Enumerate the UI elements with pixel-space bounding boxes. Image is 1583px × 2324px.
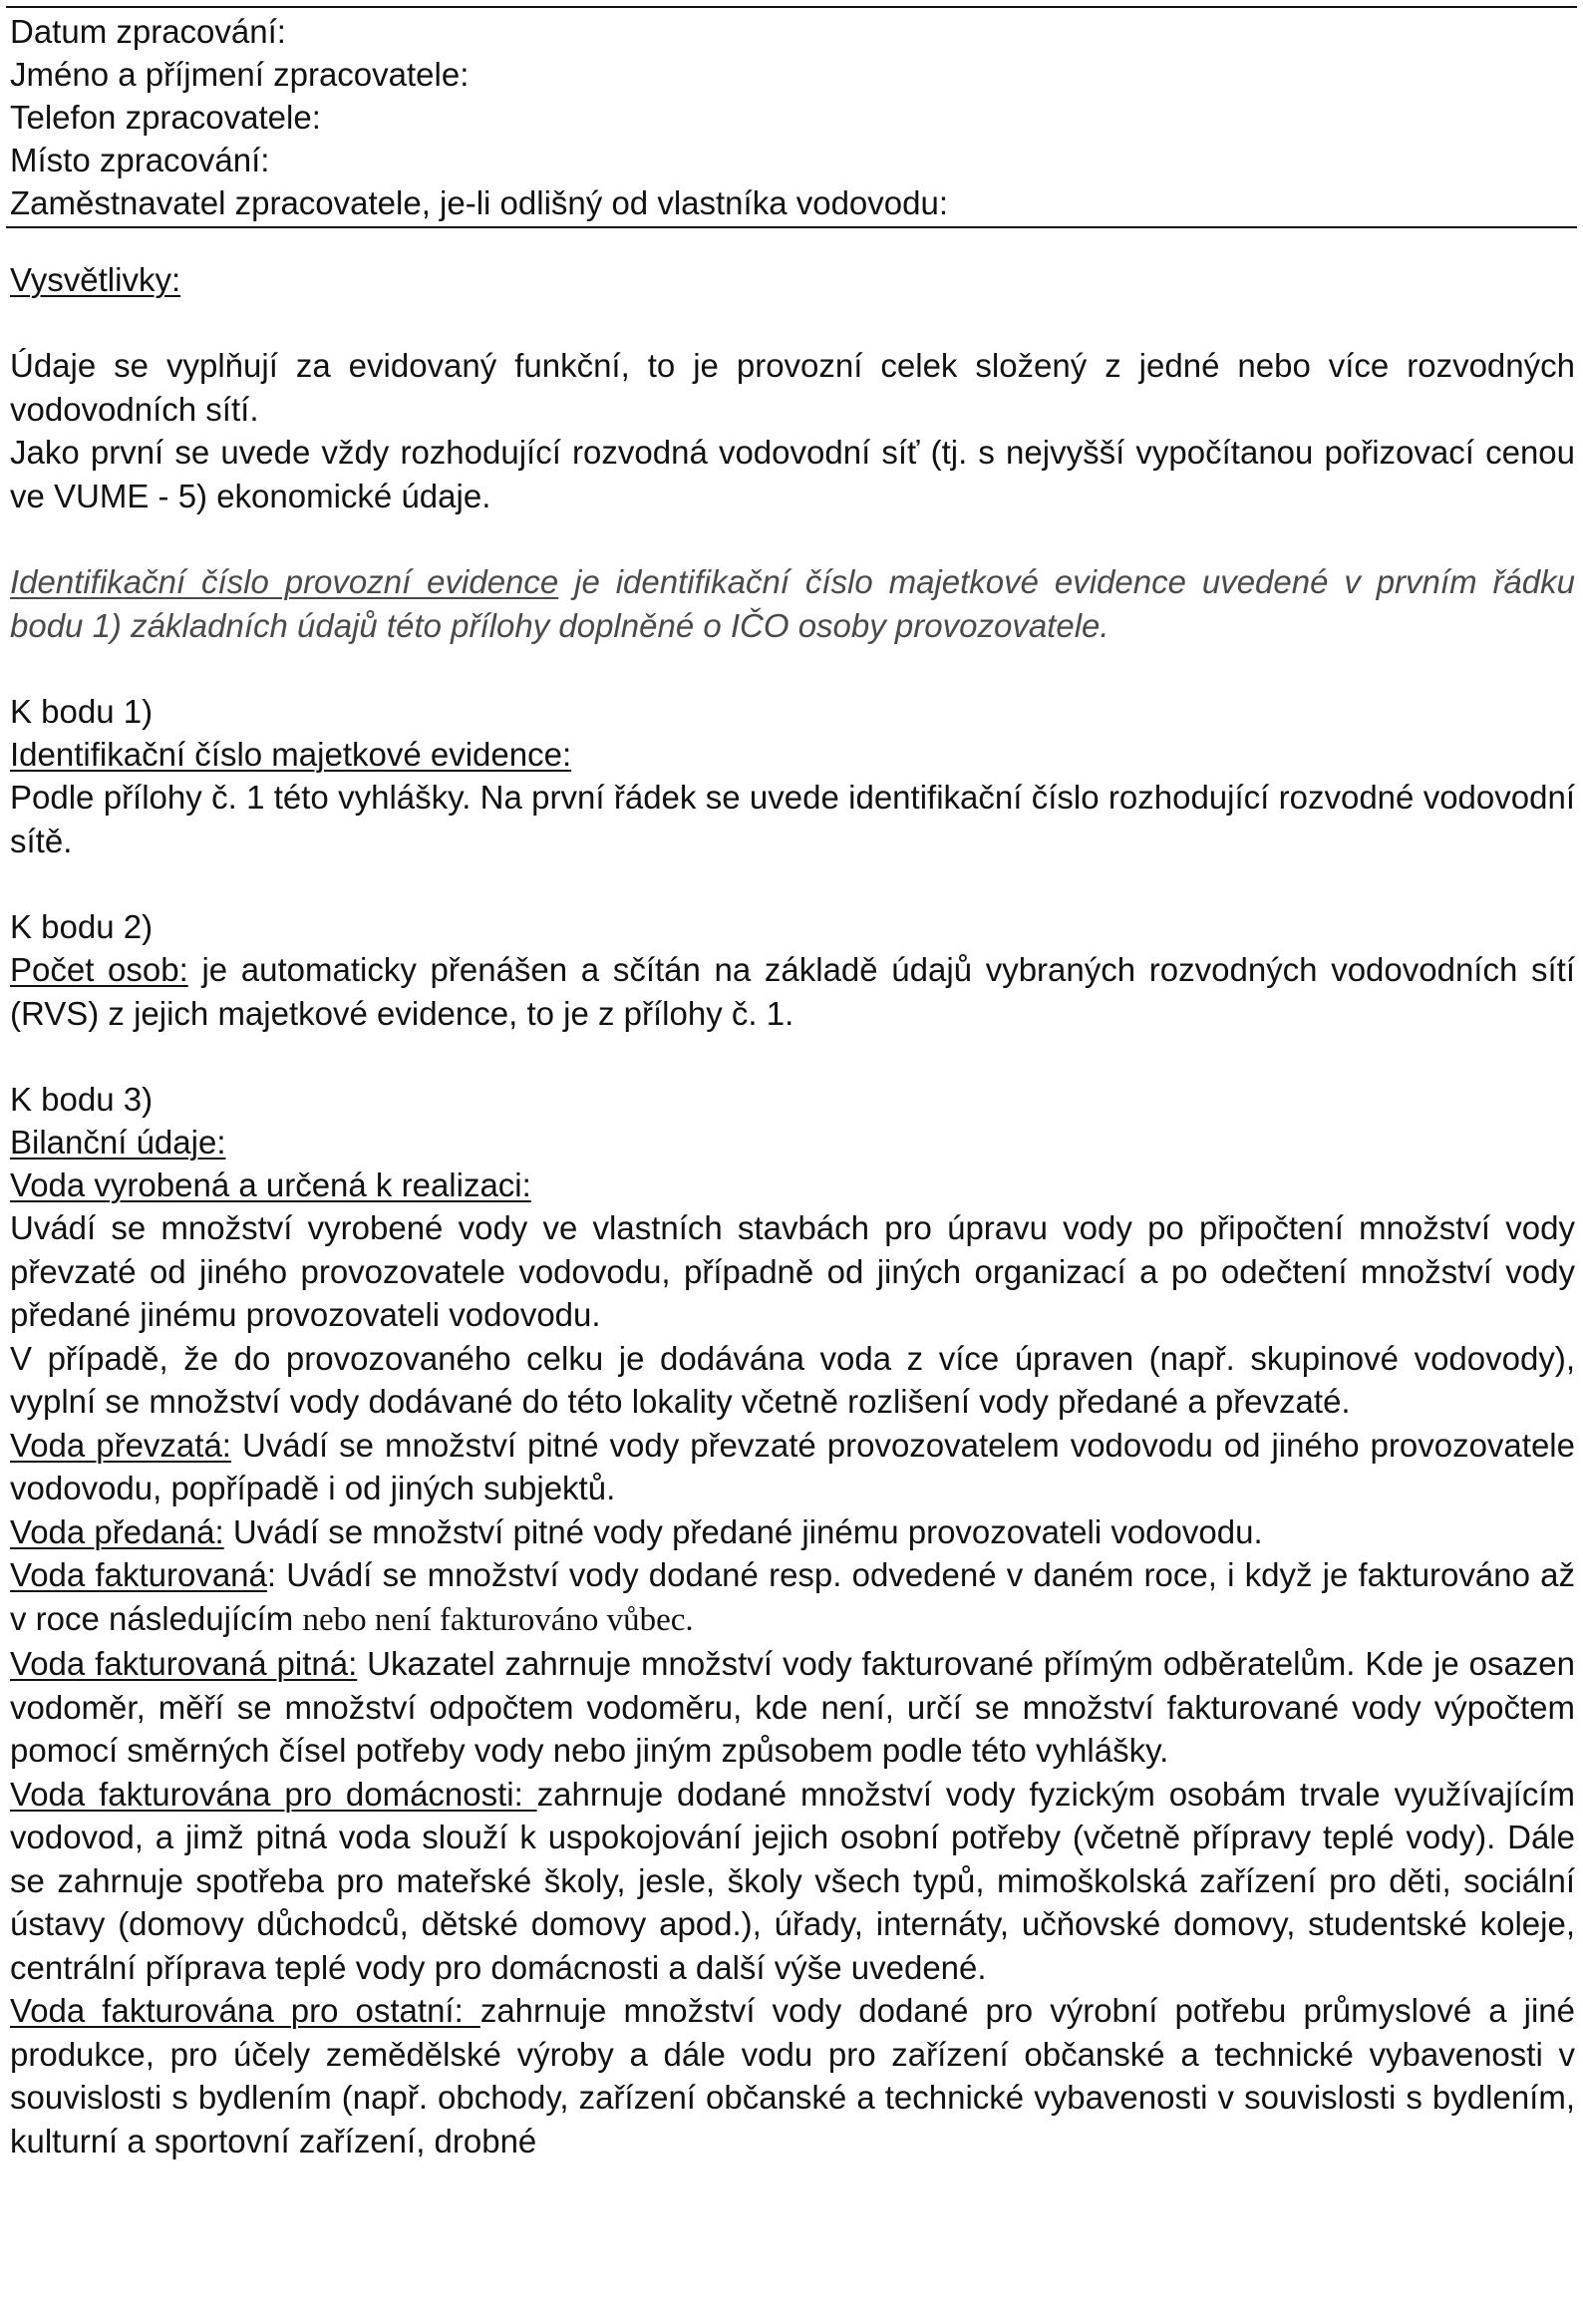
handed-water-text: Uvádí se množství pitné vody předané jinému provozovateli vodovodu. xyxy=(223,1512,1263,1550)
handed-water-term: Voda předaná: xyxy=(10,1512,224,1550)
household-water-paragraph xyxy=(10,1773,1575,1990)
produced-water-term: Voda vyrobená a určená k realizaci: xyxy=(10,1166,531,1203)
explanations-intro-2: Jako první se uvede vždy rozhodující rozvodná vodovodní síť (tj. s nejvyšší vypočítanou pořizovací cenou ve VUME - 5) ekonomické údaje. xyxy=(10,434,1575,514)
point-2-label: K bodu 2) xyxy=(10,908,154,945)
explanations-heading: Vysvětlivky: xyxy=(10,261,181,298)
field-processing-date: Datum zpracování: xyxy=(10,13,286,50)
potable-water-term: Voda fakturovaná pitná: xyxy=(10,1645,358,1682)
operational-id-text: je identifikační číslo majetkové evidence uvedené v prvním řádku bodu 1) základních údajů této přílohy doplněné o IČO osoby provozovatele. xyxy=(10,563,1575,644)
point-1-term: Identifikační číslo majetkové evidence: xyxy=(10,736,572,773)
other-water-term: Voda fakturována pro ostatní: xyxy=(10,1992,480,2029)
invoiced-water-paragraph xyxy=(10,1553,1575,1642)
invoiced-water-text: : Uvádí se množství vody dodané resp. odvedené v daném roce, i když je fakturováno až v roce následujícím xyxy=(10,1556,1575,1637)
point-3-label: K bodu 3) xyxy=(10,1081,154,1118)
produced-water-text-1: Uvádí se množství vyrobené vody ve vlastních stavbách pro úpravu vody po připočtení množství vody převzaté od jiného provozovatele vodovodu, případně od jiných organizací a po odečtení množství vody předané jinému provozovateli vodovodu. xyxy=(10,1209,1575,1333)
field-processor-name: Jméno a příjmení zpracovatele: xyxy=(10,56,470,93)
field-processor-phone: Telefon zpracovatele: xyxy=(10,99,321,136)
point-1-text: Podle přílohy č. 1 této vyhlášky. Na první řádek se uvede identifikační číslo rozhodující rozvodné vodovodní sítě. xyxy=(10,779,1575,859)
operational-id-term: Identifikační číslo provozní evidence xyxy=(10,563,559,600)
other-water-text: zahrnuje množství vody dodané pro výrobní potřebu průmyslové a jiné produkce, pro účely zemědělské výroby a dále vodu pro zařízení občanské a technické vybavenosti v souvislosti s bydlením (např. obchody, zařízení občanské a technické vybavenosti v souvislosti s bydlením, kulturní a sportovní zařízení, drobné xyxy=(10,1992,1575,2159)
other-water-paragraph xyxy=(10,1989,1575,2162)
point-2-text: je automaticky přenášen a sčítán na základě údajů vybraných rozvodných vodovodních sítí (RVS) z jejich majetkové evidence, to je z přílohy č. 1. xyxy=(10,951,1575,1032)
operational-id-paragraph xyxy=(10,560,1575,647)
taken-water-text: Uvádí se množství pitné vody převzaté provozovatelem vodovodu od jiného provozovatele vodovodu, popřípadě i od jiných subjektů. xyxy=(10,1426,1575,1506)
potable-water-paragraph xyxy=(10,1642,1575,1773)
handed-water-paragraph xyxy=(10,1510,1575,1554)
household-water-text: zahrnuje dodané množství vody fyzickým osobám trvale využívajícím vodovod, a jimž pitná voda slouží k uspokojování jejich osobní potřeby (včetně přípravy teplé vody). Dále se zahrnuje spotřeba pro mateřské školy, jesle, školy všech typů, mimoškolská zařízení pro děti, sociální ústavy (domovy důchodců, dětské domovy apod.), úřady, internáty, učňovské domovy, studentské koleje, centrální příprava teplé vody pro domácnosti a další výše uvedené. xyxy=(10,1775,1575,1986)
invoiced-water-term: Voda fakturovaná xyxy=(10,1556,267,1593)
invoiced-water-text-serif: nebo není fakturováno vůbec. xyxy=(302,1601,694,1638)
explanations-intro-1: Údaje se vyplňují za evidovaný funkční, to je provozní celek složený z jedné nebo více rozvodných vodovodních sítí. xyxy=(10,347,1575,428)
taken-water-term: Voda převzatá: xyxy=(10,1426,231,1464)
point-2-term: Počet osob: xyxy=(10,951,188,988)
household-water-term: Voda fakturována pro domácnosti: xyxy=(10,1775,537,1813)
field-processor-employer: Zaměstnavatel zpracovatele, je-li odlišný od vlastníka vodovodu: xyxy=(10,184,948,221)
produced-water-text-2: V případě, že do provozovaného celku je dodávána voda z více úpraven (např. skupinové vodovody), vyplní se množství vody dodávané do této lokality včetně rozlišení vody předané a převzaté. xyxy=(10,1339,1575,1420)
taken-water-paragraph xyxy=(10,1424,1575,1510)
processor-info-block xyxy=(6,4,1577,228)
point-1-label: K bodu 1) xyxy=(10,693,154,730)
field-processing-place: Místo zpracování: xyxy=(10,142,270,178)
point-2-paragraph xyxy=(10,948,1575,1035)
point-3-term: Bilanční údaje: xyxy=(10,1124,226,1161)
potable-water-text: Ukazatel zahrnuje množství vody fakturované přímým odběratelům. Kde je osazen vodoměr, měří se množství odpočtem vodoměru, kde není, určí se množství fakturované vody výpočtem pomocí směrných čísel potřeby vody nebo jiným způsobem podle této vyhlášky. xyxy=(10,1645,1576,1769)
